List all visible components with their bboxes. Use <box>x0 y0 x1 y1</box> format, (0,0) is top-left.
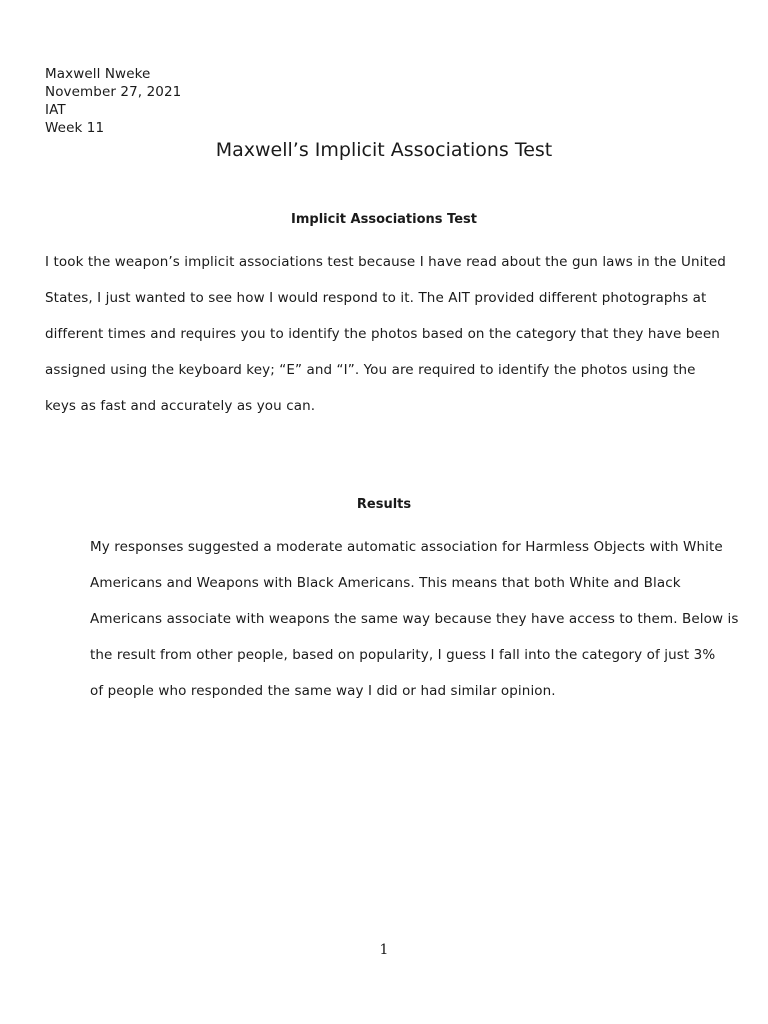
paragraph-line: States, I just wanted to see how I would respond to it. The AIT provided different photographs at <box>45 290 707 306</box>
paragraph-line: Americans and Weapons with Black Americans. This means that both White and Black <box>90 575 681 591</box>
document-title: Maxwell’s Implicit Associations Test <box>215 139 553 161</box>
intro-paragraph <box>45 244 726 424</box>
course-name: IAT <box>45 102 66 118</box>
paragraph-line: assigned using the keyboard key; “E” and “I”. You are required to identify the photos using the <box>45 362 696 378</box>
document-date: November 27, 2021 <box>45 84 182 100</box>
results-paragraph <box>90 529 738 709</box>
section-heading-results: Results <box>356 497 412 512</box>
week-label: Week 11 <box>45 120 105 136</box>
paragraph-line: the result from other people, based on popularity, I guess I fall into the category of just 3% <box>90 647 716 663</box>
section-heading-iat: Implicit Associations Test <box>291 212 477 227</box>
paragraph-line: My responses suggested a moderate automatic association for Harmless Objects with White <box>90 539 723 555</box>
author-name: Maxwell Nweke <box>45 66 151 82</box>
page-number: 1 <box>379 942 389 958</box>
document-header <box>45 65 181 137</box>
paragraph-line: Americans associate with weapons the same way because they have access to them. Below is <box>90 611 739 627</box>
paragraph-line: different times and requires you to identify the photos based on the category that they have been <box>45 326 720 342</box>
paragraph-line: of people who responded the same way I did or had similar opinion. <box>90 683 556 699</box>
paragraph-line: I took the weapon’s implicit associations test because I have read about the gun laws in the United <box>45 254 726 270</box>
paragraph-line: keys as fast and accurately as you can. <box>45 398 316 414</box>
